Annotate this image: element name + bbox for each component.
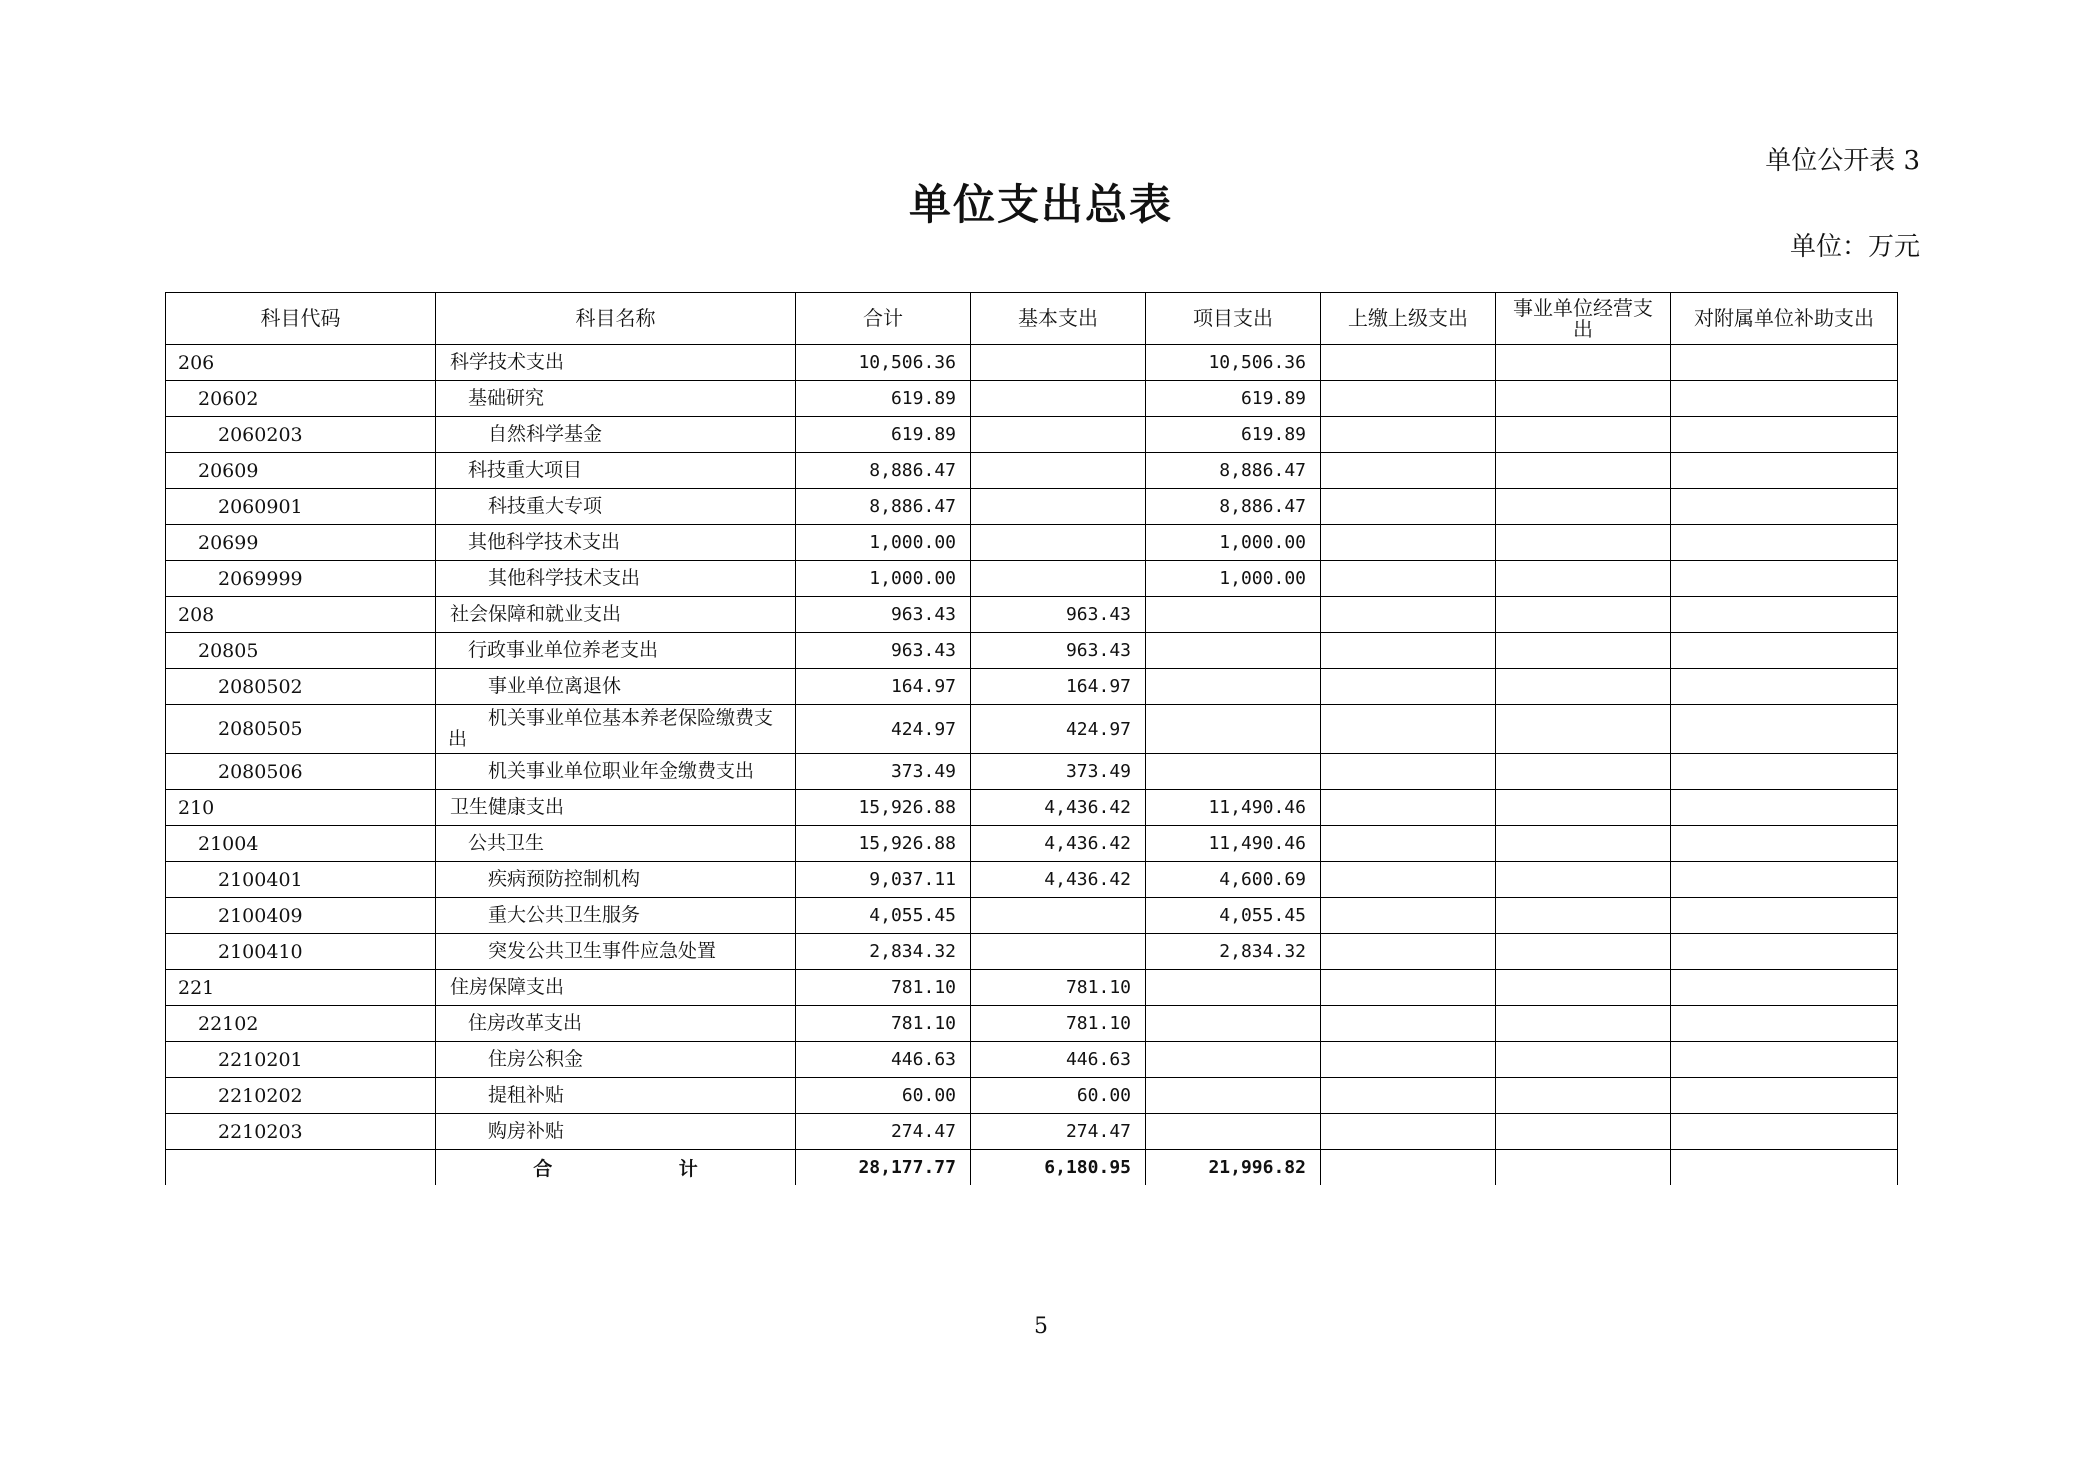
empty-cell <box>1321 669 1496 705</box>
empty-cell <box>1496 381 1671 417</box>
total-cell: 15,926.88 <box>796 790 971 826</box>
code-cell: 21004 <box>166 826 436 862</box>
code-cell: 20609 <box>166 453 436 489</box>
basic-cell: 274.47 <box>971 1114 1146 1150</box>
table-row <box>166 633 1898 669</box>
column-header: 项目支出 <box>1146 293 1321 345</box>
empty-cell <box>1321 790 1496 826</box>
code-cell: 221 <box>166 970 436 1006</box>
total-row <box>166 1150 1898 1186</box>
table-row <box>166 705 1898 754</box>
basic-cell: 4,436.42 <box>971 826 1146 862</box>
project-cell <box>1146 633 1321 669</box>
empty-cell <box>1496 597 1671 633</box>
name-cell: 疾病预防控制机构 <box>436 862 796 898</box>
basic-cell: 963.43 <box>971 597 1146 633</box>
table-row <box>166 561 1898 597</box>
total-empty-cell <box>1321 1150 1496 1186</box>
total-cell: 781.10 <box>796 1006 971 1042</box>
empty-cell <box>1321 345 1496 381</box>
empty-cell <box>1496 489 1671 525</box>
empty-cell <box>1496 934 1671 970</box>
total-cell: 373.49 <box>796 754 971 790</box>
empty-cell <box>1496 970 1671 1006</box>
empty-cell <box>1321 1114 1496 1150</box>
empty-cell <box>1321 754 1496 790</box>
code-cell: 2069999 <box>166 561 436 597</box>
empty-cell <box>1671 970 1898 1006</box>
empty-cell <box>1671 1042 1898 1078</box>
project-cell: 1,000.00 <box>1146 525 1321 561</box>
code-cell: 206 <box>166 345 436 381</box>
project-cell: 11,490.46 <box>1146 790 1321 826</box>
project-cell <box>1146 1042 1321 1078</box>
project-cell: 619.89 <box>1146 381 1321 417</box>
table-row <box>166 489 1898 525</box>
empty-cell <box>1671 826 1898 862</box>
table-row <box>166 970 1898 1006</box>
table-row <box>166 754 1898 790</box>
empty-cell <box>1671 1114 1898 1150</box>
code-cell: 2080502 <box>166 669 436 705</box>
total-cell: 963.43 <box>796 597 971 633</box>
empty-cell <box>1496 633 1671 669</box>
name-cell: 机关事业单位基本养老保险缴费支出 <box>436 705 796 754</box>
empty-cell <box>1496 417 1671 453</box>
empty-cell <box>1671 934 1898 970</box>
name-cell: 科技重大项目 <box>436 453 796 489</box>
table-row <box>166 345 1898 381</box>
expenditure-table <box>165 292 1898 1185</box>
empty-cell <box>1321 525 1496 561</box>
column-header: 科目名称 <box>436 293 796 345</box>
empty-cell <box>1321 1078 1496 1114</box>
empty-cell <box>1321 862 1496 898</box>
code-cell: 2060203 <box>166 417 436 453</box>
total-cell: 60.00 <box>796 1078 971 1114</box>
empty-cell <box>1496 862 1671 898</box>
basic-cell <box>971 934 1146 970</box>
name-cell: 突发公共卫生事件应急处置 <box>436 934 796 970</box>
empty-cell <box>1496 1114 1671 1150</box>
project-cell: 619.89 <box>1146 417 1321 453</box>
total-cell: 8,886.47 <box>796 489 971 525</box>
empty-cell <box>1321 898 1496 934</box>
project-cell: 10,506.36 <box>1146 345 1321 381</box>
basic-cell <box>971 898 1146 934</box>
table-row <box>166 898 1898 934</box>
total-cell: 2,834.32 <box>796 934 971 970</box>
empty-cell <box>1321 489 1496 525</box>
name-cell: 住房公积金 <box>436 1042 796 1078</box>
total-cell: 4,055.45 <box>796 898 971 934</box>
empty-cell <box>1321 381 1496 417</box>
name-cell: 科学技术支出 <box>436 345 796 381</box>
name-cell: 行政事业单位养老支出 <box>436 633 796 669</box>
code-cell: 2080506 <box>166 754 436 790</box>
empty-cell <box>1671 345 1898 381</box>
total-sum: 28,177.77 <box>796 1150 971 1186</box>
total-cell: 619.89 <box>796 417 971 453</box>
total-empty-cell <box>1671 1150 1898 1186</box>
basic-cell: 781.10 <box>971 970 1146 1006</box>
basic-cell <box>971 489 1146 525</box>
total-cell: 424.97 <box>796 705 971 754</box>
code-cell: 2100409 <box>166 898 436 934</box>
empty-cell <box>1321 453 1496 489</box>
basic-cell: 963.43 <box>971 633 1146 669</box>
code-cell: 2100401 <box>166 862 436 898</box>
code-cell: 20602 <box>166 381 436 417</box>
empty-cell <box>1321 633 1496 669</box>
table-row <box>166 934 1898 970</box>
basic-cell: 60.00 <box>971 1078 1146 1114</box>
empty-cell <box>1321 1042 1496 1078</box>
total-cell: 15,926.88 <box>796 826 971 862</box>
code-cell: 2100410 <box>166 934 436 970</box>
empty-cell <box>1671 561 1898 597</box>
column-header: 对附属单位补助支出 <box>1671 293 1898 345</box>
project-cell <box>1146 1114 1321 1150</box>
table-row <box>166 1042 1898 1078</box>
project-cell <box>1146 705 1321 754</box>
code-cell: 20805 <box>166 633 436 669</box>
empty-cell <box>1496 453 1671 489</box>
empty-cell <box>1671 669 1898 705</box>
empty-cell <box>1671 417 1898 453</box>
name-cell: 自然科学基金 <box>436 417 796 453</box>
basic-cell: 4,436.42 <box>971 790 1146 826</box>
table-row <box>166 1078 1898 1114</box>
name-cell: 其他科学技术支出 <box>436 525 796 561</box>
basic-cell: 4,436.42 <box>971 862 1146 898</box>
empty-cell <box>1321 417 1496 453</box>
total-cell: 963.43 <box>796 633 971 669</box>
table-row <box>166 453 1898 489</box>
empty-cell <box>1671 597 1898 633</box>
basic-cell: 781.10 <box>971 1006 1146 1042</box>
table-row <box>166 1006 1898 1042</box>
project-cell <box>1146 597 1321 633</box>
name-cell: 其他科学技术支出 <box>436 561 796 597</box>
basic-cell <box>971 453 1146 489</box>
name-cell: 事业单位离退休 <box>436 669 796 705</box>
total-cell: 446.63 <box>796 1042 971 1078</box>
table-row <box>166 669 1898 705</box>
table-row <box>166 381 1898 417</box>
name-cell: 机关事业单位职业年金缴费支出 <box>436 754 796 790</box>
header-row <box>166 293 1898 345</box>
total-cell: 10,506.36 <box>796 345 971 381</box>
total-cell: 9,037.11 <box>796 862 971 898</box>
column-header: 科目代码 <box>166 293 436 345</box>
empty-cell <box>1496 561 1671 597</box>
empty-cell <box>1496 345 1671 381</box>
total-cell: 274.47 <box>796 1114 971 1150</box>
basic-cell <box>971 525 1146 561</box>
table-row <box>166 597 1898 633</box>
empty-cell <box>1671 633 1898 669</box>
empty-cell <box>1321 597 1496 633</box>
name-cell: 科技重大专项 <box>436 489 796 525</box>
table-row <box>166 790 1898 826</box>
empty-cell <box>1321 705 1496 754</box>
table-row <box>166 862 1898 898</box>
empty-cell <box>1321 561 1496 597</box>
total-cell: 1,000.00 <box>796 561 971 597</box>
empty-cell <box>1496 754 1671 790</box>
total-cell: 1,000.00 <box>796 525 971 561</box>
code-cell: 20699 <box>166 525 436 561</box>
name-cell: 住房保障支出 <box>436 970 796 1006</box>
empty-cell <box>1496 898 1671 934</box>
code-cell: 2210203 <box>166 1114 436 1150</box>
name-cell: 住房改革支出 <box>436 1006 796 1042</box>
code-cell: 2080505 <box>166 705 436 754</box>
total-code-cell <box>166 1150 436 1186</box>
total-label: 合 计 <box>436 1150 796 1186</box>
empty-cell <box>1671 381 1898 417</box>
code-cell: 2210202 <box>166 1078 436 1114</box>
empty-cell <box>1496 525 1671 561</box>
empty-cell <box>1321 1006 1496 1042</box>
table-row <box>166 1114 1898 1150</box>
code-cell: 210 <box>166 790 436 826</box>
table-row <box>166 826 1898 862</box>
project-cell: 4,055.45 <box>1146 898 1321 934</box>
column-header: 合计 <box>796 293 971 345</box>
empty-cell <box>1496 1006 1671 1042</box>
project-cell <box>1146 970 1321 1006</box>
table-row <box>166 525 1898 561</box>
project-cell <box>1146 669 1321 705</box>
empty-cell <box>1671 525 1898 561</box>
name-cell: 提租补贴 <box>436 1078 796 1114</box>
empty-cell <box>1321 934 1496 970</box>
column-header: 事业单位经营支出 <box>1496 293 1671 345</box>
empty-cell <box>1321 826 1496 862</box>
basic-cell: 164.97 <box>971 669 1146 705</box>
name-cell: 社会保障和就业支出 <box>436 597 796 633</box>
project-cell <box>1146 1006 1321 1042</box>
total-cell: 781.10 <box>796 970 971 1006</box>
empty-cell <box>1671 790 1898 826</box>
name-cell: 公共卫生 <box>436 826 796 862</box>
empty-cell <box>1496 1042 1671 1078</box>
project-cell: 8,886.47 <box>1146 453 1321 489</box>
code-cell: 22102 <box>166 1006 436 1042</box>
name-cell: 基础研究 <box>436 381 796 417</box>
total-cell: 619.89 <box>796 381 971 417</box>
name-cell: 购房补贴 <box>436 1114 796 1150</box>
code-cell: 2060901 <box>166 489 436 525</box>
empty-cell <box>1671 1006 1898 1042</box>
project-cell: 4,600.69 <box>1146 862 1321 898</box>
basic-cell: 373.49 <box>971 754 1146 790</box>
name-cell: 卫生健康支出 <box>436 790 796 826</box>
basic-cell <box>971 417 1146 453</box>
page-number: 5 <box>1034 1314 1048 1339</box>
column-header: 基本支出 <box>971 293 1146 345</box>
empty-cell <box>1321 970 1496 1006</box>
total-cell: 164.97 <box>796 669 971 705</box>
empty-cell <box>1671 453 1898 489</box>
basic-cell: 446.63 <box>971 1042 1146 1078</box>
unit-label: 单位：万元 <box>1789 232 1920 262</box>
project-cell <box>1146 1078 1321 1114</box>
empty-cell <box>1671 489 1898 525</box>
project-cell: 1,000.00 <box>1146 561 1321 597</box>
project-cell <box>1146 754 1321 790</box>
empty-cell <box>1496 790 1671 826</box>
project-cell: 11,490.46 <box>1146 826 1321 862</box>
empty-cell <box>1496 826 1671 862</box>
empty-cell <box>1496 705 1671 754</box>
name-cell: 重大公共卫生服务 <box>436 898 796 934</box>
code-cell: 208 <box>166 597 436 633</box>
project-cell: 2,834.32 <box>1146 934 1321 970</box>
code-cell: 2210201 <box>166 1042 436 1078</box>
empty-cell <box>1671 898 1898 934</box>
table-id-label: 单位公开表 3 <box>1765 146 1920 176</box>
empty-cell <box>1671 862 1898 898</box>
column-header: 上缴上级支出 <box>1321 293 1496 345</box>
empty-cell <box>1671 754 1898 790</box>
total-project: 21,996.82 <box>1146 1150 1321 1186</box>
total-empty-cell <box>1496 1150 1671 1186</box>
basic-cell <box>971 345 1146 381</box>
empty-cell <box>1671 705 1898 754</box>
empty-cell <box>1496 1078 1671 1114</box>
table-row <box>166 417 1898 453</box>
empty-cell <box>1496 669 1671 705</box>
total-basic: 6,180.95 <box>971 1150 1146 1186</box>
project-cell: 8,886.47 <box>1146 489 1321 525</box>
basic-cell <box>971 381 1146 417</box>
page-title: 单位支出总表 <box>908 180 1173 229</box>
basic-cell: 424.97 <box>971 705 1146 754</box>
basic-cell <box>971 561 1146 597</box>
empty-cell <box>1671 1078 1898 1114</box>
total-cell: 8,886.47 <box>796 453 971 489</box>
